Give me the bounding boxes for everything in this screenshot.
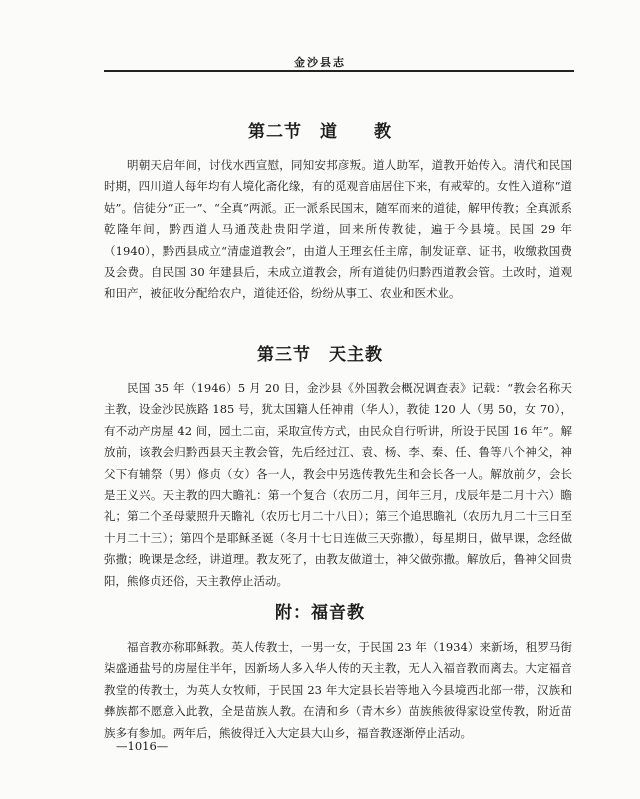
- running-header: 金沙县志: [294, 56, 346, 69]
- section-title-taoism: 第二节 道 教: [248, 122, 392, 142]
- section-title-catholicism: 第三节 天主教: [257, 345, 383, 365]
- header-rule: [104, 70, 574, 72]
- section-title-protestantism: 附：福音教: [275, 603, 365, 623]
- page-number: —1016—: [116, 739, 169, 753]
- paragraph-taoism: 明朝天启年间，讨伐水西宣慰，同知安邦彦叛。道人助军，道教开始传入。清代和民国时期，四川道人每年均有人境化斋化缘，有的觅观音庙居住下来，有戒荤的。女性入道称“道姑”。信徒分“正一”、“全真”两派。正一派系民国末，随军而来的道徒，解甲传教；全真派系乾隆年间，黔西道人马通茂赴贵阳学道，回来所传教徒，遍于今县境。民国 29 年（1940），黔西县成立“清虚道教会”，由道人王理玄任主席，制发证章、证书，收缴救国费及会费。自民国 30 年建县后，未成立道教会，所有道徒仍归黔西道教会管。土改时，道观和田产，被征收分配给农户，道徒还俗，纷纷从事工、农业和医术业。: [104, 158, 572, 301]
- paragraph-catholicism: 民国 35 年（1946）5 月 20 日，金沙县《外国教会概况调查表》记载：“教会名称天主教，设金沙民族路 185 号，犹太国籍人任神甫（华人），教徒 120 人（男 50，女 70），有不动产房屋 42 间，园土二亩，采取宣传方式，由民众自行听讲，所设于民国 16 年”。解放前，该教会归黔西县天主教会管，先后经过江、袁、杨、李、秦、任、鲁等八个神父，神父下有辅祭（男）修贞（女）各一人，教会中另选传教先生和会长各一人。解放前夕，会长是王义兴。天主教的四大瞻礼：第一个复合（农历二月，闰年三月，戊辰年是二月十六）瞻礼；第二个圣母蒙照升天瞻礼（农历七月二十八日）；第三个追思瞻礼（农历九月二十三日至十月二十三）；第四个是耶稣圣诞（冬月十七日连做三天弥撒），每星期日，做早课，念经做弥撒；晚课是念经，讲道理。教友死了，由教友做道士，神父做弥撒。解放后，鲁神父回贵阳，熊修贞还俗，天主教停止活动。: [104, 381, 572, 588]
- paragraph-protestantism: 福音教亦称耶稣教。英人传教士，一男一女，于民国 23 年（1934）来新场，租罗马街柒盛通盐号的房屋住半年，因新场人多入华人传的天主教，无人入福音教而离去。大定福音教堂的传教士，为英人女牧师，于民国 23 年大定县长岩等地入今县境西北部一带，汉族和彝族都不愿意入此教，全是苗族人教。在清和乡（青木乡）苗族熊彼得家设堂传教，附近苗族多有参加。两年后，熊彼得迁入大定县大山乡，福音教逐渐停止活动。: [104, 640, 572, 740]
